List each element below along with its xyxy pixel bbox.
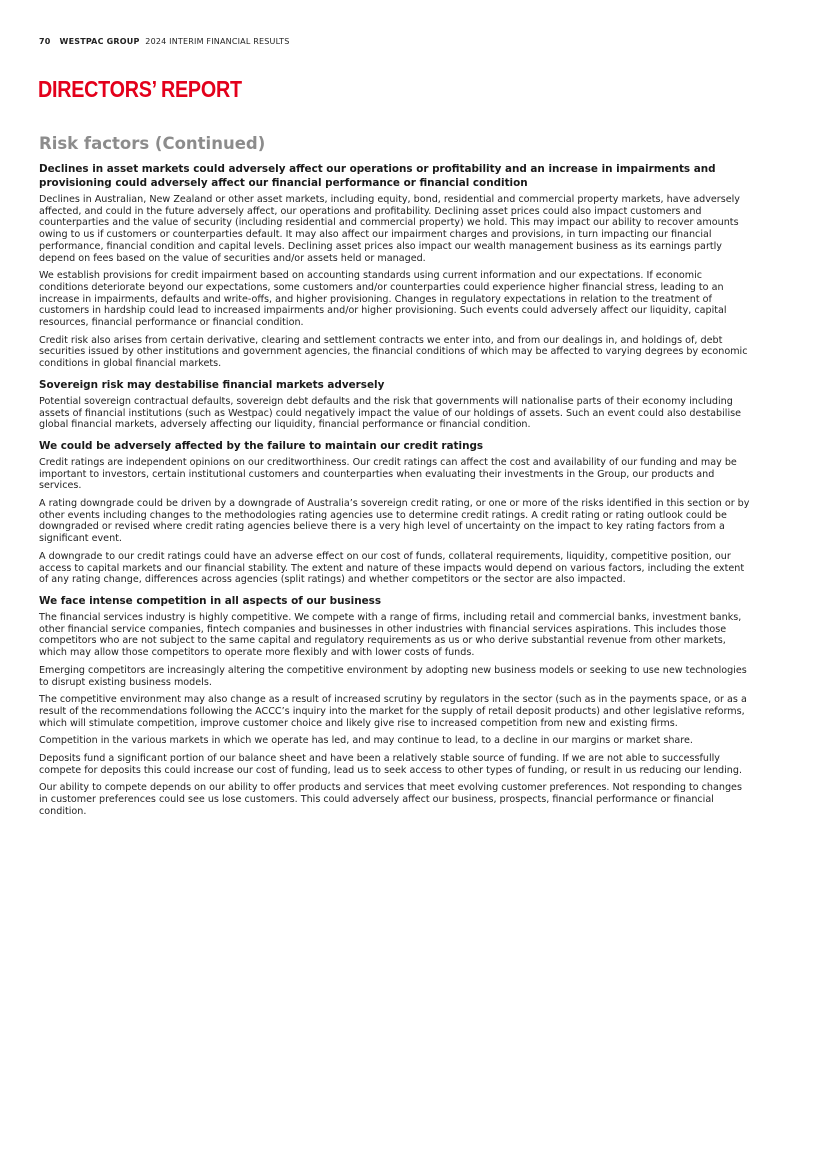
paragraph: Credit risk also arises from certain derivative, clearing and settlement contracts we enter into, and from our dealings in, and holdings of, debt securities issued by other institutions and government agencies, the financial conditions of which may be affected to varying degrees by economic conditions in global financial markets. xyxy=(39,334,748,370)
report-name: 2024 INTERIM FINANCIAL RESULTS xyxy=(145,37,290,46)
running-header xyxy=(39,37,290,46)
report-title: DIRECTORS’ REPORT xyxy=(38,76,242,102)
paragraph: We establish provisions for credit impairment based on accounting standards using current information and our expectations. If economic conditions deteriorate beyond our expectations, some customers and/or counterparties could experience higher financial stress, leading to an increase in impairments, defaults and write-offs, and higher provisioning. Changes in regulatory expectations in relation to the treatment of customers in hardship could lead to increased impairments and/or higher provisioning. Such events could adversely affect our liquidity, capital resources, financial performance or financial condition. xyxy=(39,270,727,329)
section-title: Risk factors (Continued) xyxy=(39,134,266,153)
company-name: WESTPAC GROUP xyxy=(59,37,140,46)
risk-section xyxy=(39,439,751,586)
paragraph: Potential sovereign contractual defaults, sovereign debt defaults and the risk that governments will nationalise parts of their economy including assets of financial institutions (such as Westpac) could negatively impact the value of our holdings of assets. Such an event could also destabilise global financial markets, adversely affecting our liquidity, financial performance or financial condition. xyxy=(39,395,742,431)
paragraph: Competition in the various markets in which we operate has led, and may continue to lead, to a decline in our margins or market share. xyxy=(39,735,693,747)
risk-section xyxy=(39,594,751,818)
risk-heading: We face intense competition in all aspects of our business xyxy=(39,594,382,607)
paragraph: Deposits fund a significant portion of our balance sheet and have been a relatively stable source of funding. If we are not able to successfully compete for deposits this could increase our cost of funding, lead us to seek access to other types of funding, or result in us reducing our lending. xyxy=(39,753,743,776)
report-body xyxy=(39,134,751,826)
risk-section xyxy=(39,162,751,370)
paragraph: The competitive environment may also change as a result of increased scrutiny by regulators in the sector (such as in the payments space, or as a result of the recommendations following the ACCC’s inquiry into the market for the supply of retail deposit products) and other legislative reforms, which will stimulate competition, improve customer choice and likely give rise to increased competition from new and existing firms. xyxy=(39,694,747,729)
paragraph: Emerging competitors are increasingly altering the competitive environment by adopting new business models or seeking to use new technologies to disrupt existing business models. xyxy=(39,664,747,688)
risk-heading: Declines in asset markets could adversely affect our operations or profitability and an increase in impairments and provisioning could adversely affect our financial performance or financial condition xyxy=(39,163,716,189)
paragraph: Declines in Australian, New Zealand or other asset markets, including equity, bond, residential and commercial property markets, have adversely affected, and could in the future adversely affect, our operations and profitability. Declining asset prices could also impact customers and counterparties and the value of security (including residential and commercial property) we hold. This may impact our ability to recover amounts owing to us if customers or counterparties default. It may also affect our impairment charges and provisions, in turn impacting our financial performance, financial condition and capital levels. Declining asset prices also impact our wealth management business as its earnings partly depend on fees based on the value of securities and/or assets held or managed. xyxy=(39,194,740,264)
risk-heading: We could be adversely affected by the failure to maintain our credit ratings xyxy=(39,439,484,452)
risk-heading: Sovereign risk may destabilise financial markets adversely xyxy=(39,378,385,391)
paragraph: The financial services industry is highly competitive. We compete with a range of firms, including retail and commercial banks, investment banks, other financial service companies, fintech companies and businesses in other industries with financial services aspirations. This includes those competitors who are not subject to the same capital and regulatory requirements as us or who derive substantial revenue from other markets, which may allow those competitors to operate more flexibly and with lower costs of funds. xyxy=(39,611,742,659)
paragraph: A downgrade to our credit ratings could have an adverse effect on our cost of funds, collateral requirements, liquidity, competitive position, our access to capital markets and our financial stability. The extent and nature of these impacts would depend on various factors, including the extent of any rating change, differences across agencies (split ratings) and whether competitors or the sector are also impacted. xyxy=(39,550,745,586)
paragraph: A rating downgrade could be driven by a downgrade of Australia’s sovereign credit rating, or one or more of the risks identified in this section or by other events including changes to the methodologies rating agencies use to determine credit ratings. A credit rating or rating outlook could be downgraded or revised where credit rating agencies believe there is a very high level of uncertainty on the impact to key rating factors from a significant event. xyxy=(39,498,750,545)
risk-section xyxy=(39,378,751,431)
paragraph: Our ability to compete depends on our ability to offer products and services that meet evolving customer preferences. Not responding to changes in customer preferences could see us lose customers. This could adversely affect our business, prospects, financial performance or financial condition. xyxy=(39,782,742,817)
page-number: 70 xyxy=(39,37,51,46)
paragraph: Credit ratings are independent opinions on our creditworthiness. Our credit ratings can affect the cost and availability of our funding and may be important to investors, certain institutional customers and counterparties when evaluating their investments in the Group, our products and services. xyxy=(39,456,737,492)
